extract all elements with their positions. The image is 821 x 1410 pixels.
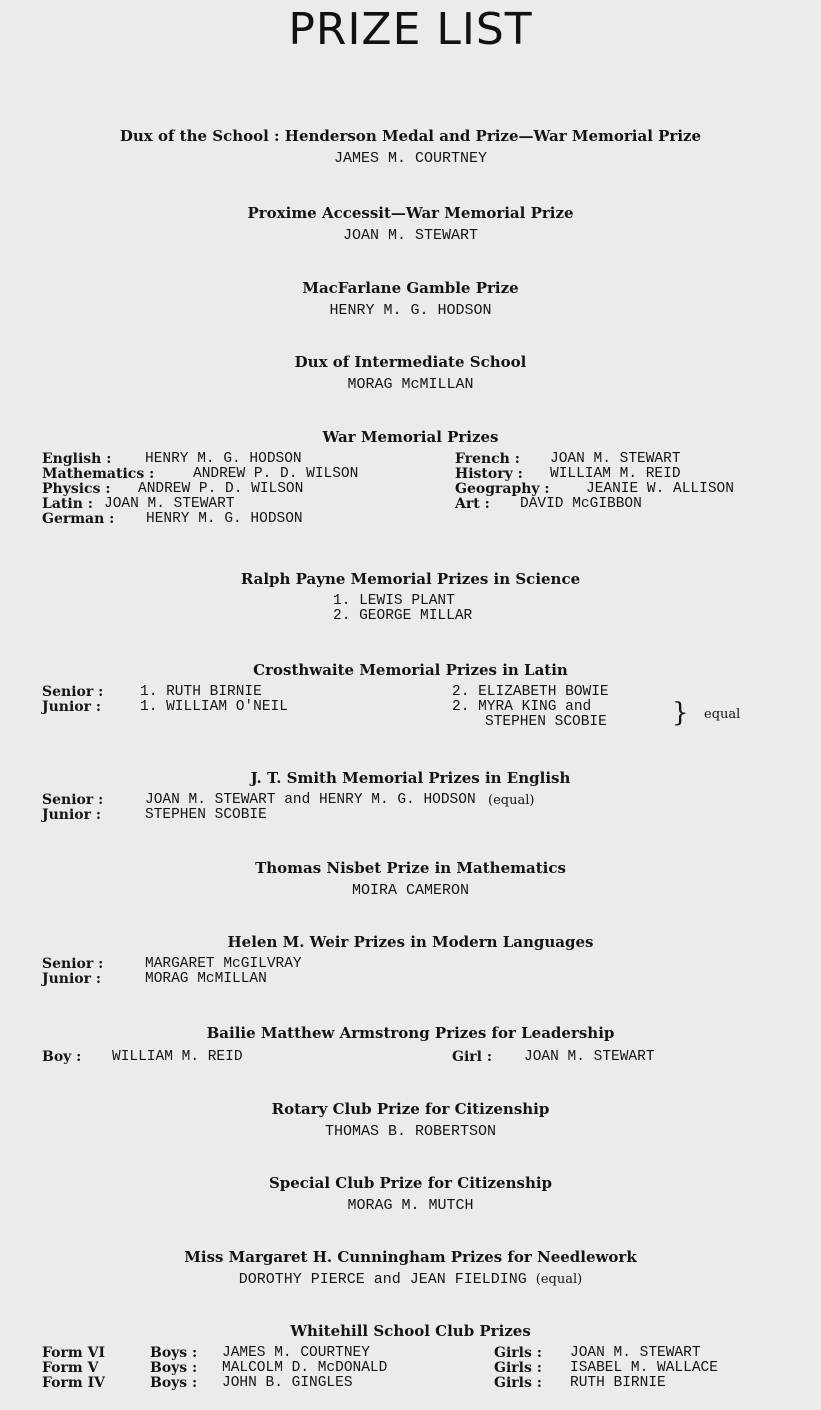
whitehill-section [0, 1321, 821, 1391]
list-item: 1. LEWIS PLANT [333, 593, 455, 609]
proxime-section [0, 203, 821, 246]
prize-winner: THOMAS B. ROBERTSON [324, 1123, 497, 1140]
section-heading: Ralph Payne Memorial Prizes in Science [240, 570, 581, 588]
jt-smith-section [0, 768, 821, 823]
prize-winner: MORAG McMILLAN [347, 376, 474, 393]
prize-winner: JAMES M. COURTNEY [333, 150, 488, 167]
section-heading: Special Club Prize for Citizenship [268, 1174, 553, 1192]
table-row: Senior : MARGARET McGILVRAY [42, 956, 302, 972]
cunningham-section [0, 1247, 821, 1290]
table-row: Mathematics : ANDREW P. D. WILSON History : WILLIAM M. REID [42, 466, 681, 482]
table-row: STEPHEN SCOBIE [485, 714, 607, 730]
prize-winner: MORAG M. MUTCH [347, 1197, 474, 1214]
section-heading: Proxime Accessit—War Memorial Prize [247, 204, 574, 222]
section-heading: Dux of Intermediate School [294, 353, 527, 371]
section-heading: Dux of the School : Henderson Medal and Prize—War Memorial Prize [119, 127, 702, 145]
prize-winner: HENRY M. G. HODSON [329, 302, 492, 319]
section-heading: Bailie Matthew Armstrong Prizes for Leadership [206, 1024, 615, 1042]
table-row: Form V Boys : MALCOLM D. McDONALD Girls : ISABEL M. WALLACE [42, 1360, 718, 1376]
table-row: Form VI Boys : JAMES M. COURTNEY Girls : JOAN M. STEWART [42, 1345, 701, 1361]
section-heading: War Memorial Prizes [322, 428, 499, 446]
section-heading: Thomas Nisbet Prize in Mathematics [255, 859, 566, 877]
ralph-payne-section [0, 569, 821, 624]
subject-prizes [0, 452, 821, 527]
macfarlane-section [0, 278, 821, 321]
table-row: Senior : JOAN M. STEWART and HENRY M. G. HODSON (equal) [42, 792, 535, 808]
table-row: Physics : ANDREW P. D. WILSON Geography : JEANIE W. ALLISON [42, 481, 734, 497]
table-row: English : HENRY M. G. HODSON French : JOAN M. STEWART [42, 451, 681, 467]
rotary-section [0, 1099, 821, 1142]
table-row: Junior : 1. WILLIAM O'NEIL 2. MYRA KING and [42, 699, 592, 715]
section-heading: Helen M. Weir Prizes in Modern Languages [227, 933, 594, 951]
prize-winner: MOIRA CAMERON [351, 882, 470, 899]
nisbet-section [0, 858, 821, 901]
section-heading: MacFarlane Gamble Prize [302, 279, 519, 297]
prize-winner: JOAN M. STEWART [342, 227, 479, 244]
prize-winner: DOROTHY PIERCE and JEAN FIELDING (equal) [238, 1271, 583, 1288]
table-row: Form IV Boys : JOHN B. GINGLES Girls : RUTH BIRNIE [42, 1375, 666, 1391]
page-title: PRIZE LIST [288, 4, 533, 55]
list-item: 2. GEORGE MILLAR [333, 608, 473, 624]
special-section [0, 1173, 821, 1216]
table-row: Junior : MORAG McMILLAN [42, 971, 267, 987]
intermediate-section [0, 352, 821, 395]
section-heading: Whitehill School Club Prizes [290, 1322, 531, 1340]
section-heading: J. T. Smith Memorial Prizes in English [250, 769, 571, 787]
section-heading: Rotary Club Prize for Citizenship [271, 1100, 550, 1118]
table-row: Senior : 1. RUTH BIRNIE 2. ELIZABETH BOWIE [42, 684, 609, 700]
section-heading: Miss Margaret H. Cunningham Prizes for Needlework [184, 1248, 637, 1266]
table-row: Boy : WILLIAM M. REID Girl : JOAN M. STEWART [42, 1049, 655, 1065]
armstrong-section [0, 1023, 821, 1065]
war-memorial-section [0, 427, 821, 527]
table-row: Latin : JOAN M. STEWART Art : DAVID McGIBBON [42, 496, 642, 512]
dux-section [0, 126, 821, 169]
table-row: Junior : STEPHEN SCOBIE [42, 807, 267, 823]
crosthwaite-section: Crosthwaite Memorial Prizes in Latin Senior : 1. RUTH BIRNIE 2. ELIZABETH BOWIE Junior : 1. WILLIAM O'NEIL 2. MYRA KING and STEPHEN SCOBIE } equal [0, 660, 821, 730]
section-heading: Crosthwaite Memorial Prizes in Latin [253, 661, 568, 679]
equal-brace: } [672, 698, 689, 728]
table-row: German : HENRY M. G. HODSON [42, 511, 303, 527]
weir-section [0, 932, 821, 987]
